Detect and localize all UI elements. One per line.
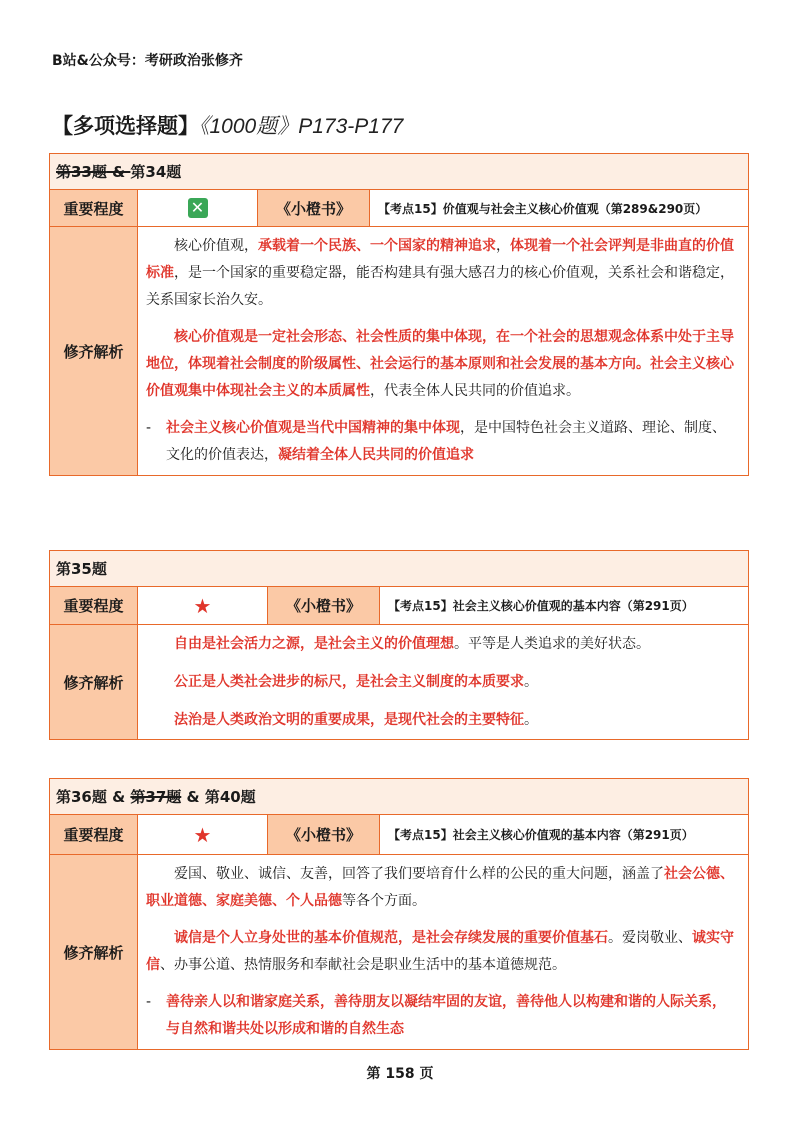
- question-block-35: [49, 550, 749, 740]
- section-source: 《1000题》P173-P177: [199, 115, 404, 138]
- analysis-label: 修齐解析: [50, 227, 138, 476]
- section-title: [52, 110, 403, 140]
- importance-label: 重要程度: [50, 815, 138, 855]
- question-title: 第33题 & 第34题: [50, 154, 749, 190]
- question-title: 第35题: [50, 551, 749, 587]
- analysis-paragraph: 法治是人类政治文明的重要成果，是现代社会的主要特征。: [174, 712, 538, 728]
- analysis-paragraph: 公正是人类社会进步的标尺，是社会主义制度的本质要求。: [174, 674, 538, 690]
- question-block-36-37-40: [49, 778, 749, 1050]
- x-mark-icon: ✕: [188, 198, 208, 218]
- analysis-paragraph: 诚信是个人立身处世的基本价值规范，是社会存续发展的重要价值基石。爱岗敬业、诚实守信、办事公道、热情服务和奉献社会是职业生活中的基本道德规范。: [146, 930, 734, 973]
- analysis-bullet: - 善待亲人以和谐家庭关系，善待朋友以凝结牢固的友谊，善待他人以构建和谐的人际关系，与自然和谐共处以形成和谐的自然生态: [146, 994, 726, 1037]
- section-type: 【多项选择题】: [52, 114, 199, 138]
- star-icon: ★: [193, 593, 212, 618]
- question-title: 第36题 & 第37题 & 第40题: [50, 779, 749, 815]
- importance-cell: [138, 587, 268, 625]
- book-label: 《小橙书》: [268, 815, 380, 855]
- analysis-label: 修齐解析: [50, 625, 138, 740]
- analysis-paragraph: 自由是社会活力之源，是社会主义的价值理想。平等是人类追求的美好状态。: [174, 636, 650, 652]
- analysis-body: [138, 625, 749, 740]
- analysis-paragraph: 爱国、敬业、诚信、友善，回答了我们要培育什么样的公民的重大问题，涵盖了社会公德、职业道德、家庭美德、个人品德等各个方面。: [146, 866, 734, 909]
- analysis-body: [138, 227, 749, 476]
- exam-point: 【考点15】社会主义核心价值观的基本内容（第291页）: [380, 587, 749, 625]
- importance-cell: [138, 190, 258, 227]
- question-block-33-34: [49, 153, 749, 476]
- analysis-paragraph: 核心价值观是一定社会形态、社会性质的集中体现，在一个社会的思想观念体系中处于主导地位，体现着社会制度的阶级属性、社会运行的基本原则和社会发展的基本方向。社会主义核心价值观集中体现社会主义的本质属性，代表全体人民共同的价值追求。: [146, 329, 734, 399]
- importance-label: 重要程度: [50, 587, 138, 625]
- importance-cell: [138, 815, 268, 855]
- star-icon: ★: [193, 822, 212, 847]
- book-label: 《小橙书》: [258, 190, 370, 227]
- analysis-body: [138, 855, 749, 1050]
- analysis-label: 修齐解析: [50, 855, 138, 1050]
- page-header: B站&公众号：考研政治张修齐: [52, 53, 243, 69]
- analysis-paragraph: 核心价值观，承载着一个民族、一个国家的精神追求，体现着一个社会评判是非曲直的价值标准，是一个国家的重要稳定器，能否构建具有强大感召力的核心价值观，关系社会和谐稳定，关系国家长治久安。: [146, 238, 734, 308]
- exam-point: 【考点15】价值观与社会主义核心价值观（第289&290页）: [370, 190, 749, 227]
- exam-point: 【考点15】社会主义核心价值观的基本内容（第291页）: [380, 815, 749, 855]
- book-label: 《小橙书》: [268, 587, 380, 625]
- importance-label: 重要程度: [50, 190, 138, 227]
- analysis-bullet: - 社会主义核心价值观是当代中国精神的集中体现，是中国特色社会主义道路、理论、制度、文化的价值表达，凝结着全体人民共同的价值追求: [146, 420, 726, 463]
- page-number: 第 158 页: [366, 1066, 434, 1082]
